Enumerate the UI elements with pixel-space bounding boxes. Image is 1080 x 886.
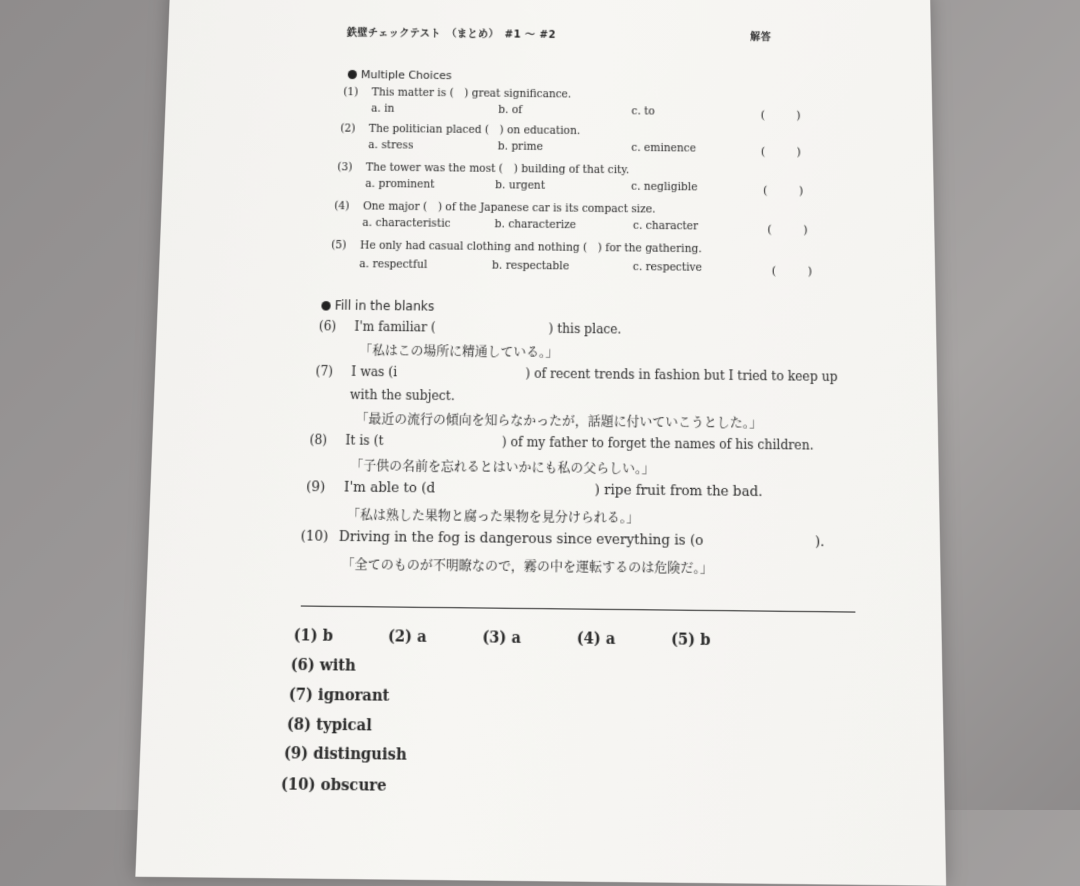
mc-answer-paren: ( ) — [760, 108, 811, 123]
fill-text-pre: I'm able to (d — [343, 479, 436, 497]
mc-question-5 — [331, 237, 702, 256]
answer-6: (6) with — [290, 656, 356, 676]
mc-option-b: b. characterize — [494, 218, 577, 232]
mc-option-c: c. negligible — [631, 180, 698, 194]
mc-answer-paren: ( ) — [771, 264, 823, 279]
mc-text: The politician placed ( ) on education. — [368, 122, 581, 138]
fill-text-post: ). — [814, 534, 825, 551]
mc-question-4 — [334, 198, 655, 217]
mc-number: (5) — [331, 238, 347, 252]
mc-question-2 — [340, 120, 580, 138]
mc-number: (4) — [334, 199, 350, 213]
mc-text: The tower was the most ( ) building of that city. — [365, 161, 630, 177]
answer-2: (2) a — [387, 628, 427, 647]
mc-option-c: c. character — [632, 219, 699, 233]
fill-text-post: ) of recent trends in fashion but I tried to keep up — [525, 366, 838, 385]
answer-7: (7) ignorant — [288, 686, 390, 706]
fill-number: (9) — [305, 479, 326, 496]
fill-question-6 — [319, 319, 436, 335]
mc-option-b: b. prime — [497, 140, 544, 154]
answer-label: 解答 — [750, 31, 772, 44]
mc-answer-paren: ( ) — [767, 222, 818, 237]
fill-translation: 「私はこの場所に精通している。」 — [359, 342, 559, 361]
fill-question-10 — [300, 529, 703, 550]
fill-number: (8) — [309, 432, 328, 448]
fill-text-post: ) of my father to forget the names of his children. — [501, 434, 814, 453]
fill-translation: 「全てのものが不明瞭なので，霧の中を運転するのは危険だ。」 — [341, 556, 713, 577]
mc-text: This matter is ( ) great significance. — [371, 86, 572, 101]
fill-question-8 — [309, 432, 383, 448]
fill-number: (7) — [315, 363, 334, 379]
mc-option-b: b. respectable — [491, 259, 570, 273]
mc-option-c: c. to — [631, 105, 655, 118]
mc-option-a: a. in — [371, 102, 395, 115]
answer-9: (9) distinguish — [283, 744, 407, 765]
fill-translation: 「最近の流行の傾向を知らなかったが，話題に付いていこうとした。」 — [355, 410, 763, 431]
mc-answer-paren: ( ) — [760, 145, 812, 159]
fill-text-continued: with the subject. — [349, 387, 455, 404]
mc-question-3 — [337, 159, 629, 177]
fill-number: (6) — [318, 318, 337, 334]
mc-option-a: a. prominent — [365, 177, 435, 191]
worksheet-paper — [135, 0, 946, 886]
mc-number: (1) — [343, 86, 359, 99]
fill-text-pre: I was (i — [351, 364, 398, 380]
answer-3: (3) a — [482, 629, 522, 648]
answer-8: (8) typical — [286, 716, 373, 735]
fill-text-pre: Driving in the fog is dangerous since everything is (o — [338, 529, 704, 550]
mc-heading-text: Multiple Choices — [360, 68, 452, 83]
answer-4: (4) a — [576, 630, 616, 649]
mc-text: He only had casual clothing and nothing ( ) for the gathering. — [359, 239, 702, 256]
mc-option-a: a. characteristic — [362, 216, 451, 230]
mc-number: (3) — [337, 161, 353, 174]
mc-question-1 — [343, 84, 571, 102]
fill-question-7 — [315, 364, 397, 380]
mc-answer-paren: ( ) — [763, 183, 814, 198]
fill-text-post: ) ripe fruit from the bad. — [594, 482, 763, 501]
fill-text-pre: It is (t — [345, 432, 384, 449]
mc-option-a: a. respectful — [359, 257, 428, 272]
mc-text: One major ( ) of the Japanese car is its compact size. — [362, 200, 656, 216]
bullet-icon — [348, 70, 357, 79]
fill-section-heading — [321, 298, 434, 314]
answer-1: (1) b — [293, 627, 334, 646]
mc-option-a: a. stress — [368, 138, 414, 152]
answer-10: (10) obscure — [280, 776, 387, 796]
fill-translation: 「私は熟した果物と腐った果物を見分けられる。」 — [346, 506, 640, 526]
mc-option-b: b. of — [498, 103, 523, 117]
mc-section-heading — [348, 68, 452, 82]
fill-text-pre: I'm familiar ( — [354, 319, 436, 335]
mc-number: (2) — [340, 122, 356, 135]
fill-translation: 「子供の名前を忘れるとはいかにも私の父らしい。」 — [350, 457, 655, 477]
worksheet-title: 鉄壁チェックテスト （まとめ） #1 ～ #2 — [346, 27, 557, 41]
fill-heading-text: Fill in the blanks — [334, 298, 435, 314]
fill-text-post: ) this place. — [548, 321, 622, 337]
fill-question-9 — [306, 479, 435, 496]
answer-5: (5) b — [671, 631, 711, 650]
mc-option-b: b. urgent — [495, 179, 546, 192]
bullet-icon — [321, 301, 330, 310]
mc-option-c: c. eminence — [631, 141, 696, 155]
answer-divider — [301, 605, 856, 612]
mc-option-c: c. respective — [632, 260, 702, 274]
fill-number: (10) — [300, 528, 329, 546]
